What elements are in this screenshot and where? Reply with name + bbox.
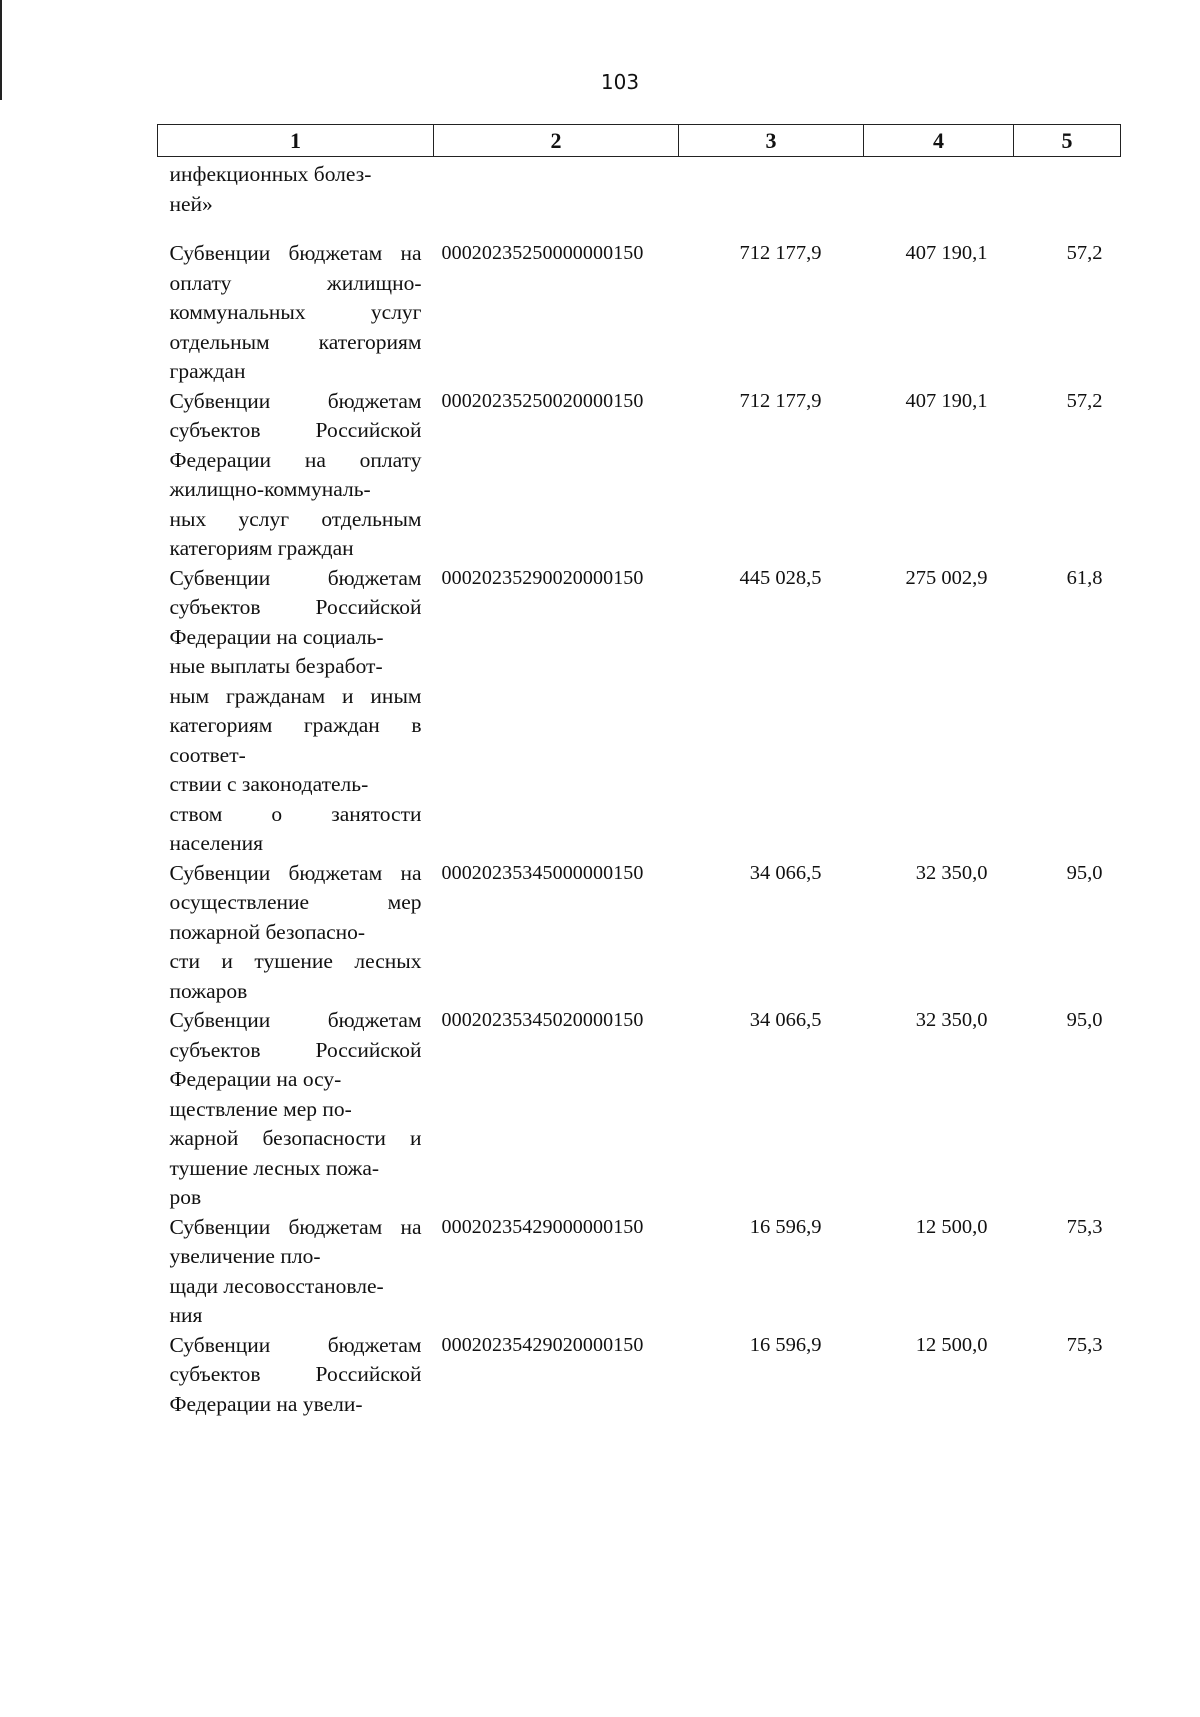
row-col3: 712 177,9 [739,242,822,264]
table-row [158,859,1121,1007]
row-code [434,157,679,240]
page-number: 103 [600,70,640,94]
row-col5: 95,0 [1066,861,1103,884]
row-code: 00020235429000000150 [441,1215,644,1238]
row-col4: 12 500,0 [915,1333,988,1356]
row-col5: 75,3 [1066,1333,1103,1356]
row-col3: 16 596,9 [749,1333,822,1356]
header-row [158,125,1121,157]
row-col5: 57,2 [1066,242,1103,264]
row-col3: 34 066,5 [749,1009,822,1031]
row-col3: 16 596,9 [749,1215,822,1238]
header-col-5: 5 [1014,125,1121,157]
row-col4: 32 350,0 [915,1009,988,1031]
table-row [158,1006,1121,1213]
table-row [158,157,1121,240]
table-body [158,157,1121,1420]
row-col4: 407 190,1 [905,242,988,264]
row-code: 00020235250020000150 [441,389,644,412]
table-row [158,239,1121,387]
row-code: 00020235290020000150 [441,566,644,589]
row-code: 00020235345000000150 [441,861,644,884]
row-col5: 57,2 [1066,389,1103,412]
row-code: 00020235250000000150 [441,242,644,264]
row-col3: 445 028,5 [739,566,822,589]
table-row [158,1331,1121,1420]
row-code: 00020235345020000150 [441,1009,644,1031]
row-col3: 34 066,5 [749,861,822,884]
row-col4 [864,157,1014,240]
row-name: Субвенции бюджетам субъектов Российской Федерации на социаль- ные выплаты безработ- ным гражданам и иным категориям граждан в соответ- ствии с законодатель- ством о занятости населения [169,565,422,855]
header-col-2: 2 [434,125,679,157]
header-col-1: 1 [158,125,434,157]
row-col5: 75,3 [1066,1215,1103,1238]
row-col4: 407 190,1 [905,389,988,412]
row-col5: 61,8 [1066,566,1103,589]
row-name: Субвенции бюджетам субъектов Российской Федерации на оплату жилищно-коммуналь- ных услуг отдельным категориям граждан [169,388,422,560]
budget-table [157,124,1121,1419]
table-row [158,1213,1121,1331]
header-col-3: 3 [679,125,864,157]
header-col-4: 4 [864,125,1014,157]
table-row [158,387,1121,564]
row-col4: 275 002,9 [905,566,988,589]
row-col3: 712 177,9 [739,389,822,412]
row-name: Субвенции бюджетам на оплату жилищно-коммунальных услуг отдельным категориям граждан [169,241,422,383]
row-col3 [679,157,864,240]
row-name: Субвенции бюджетам субъектов Российской Федерации на осу- ществление мер по- жарной безопасности и тушение лесных пожа- ров [169,1008,422,1209]
row-col5: 95,0 [1066,1009,1103,1031]
row-col5 [1014,157,1121,240]
row-code: 00020235429020000150 [441,1333,644,1356]
row-name: Субвенции бюджетам на осуществление мер пожарной безопасно- сти и тушение лесных пожаров [169,860,422,1003]
row-name: инфекционных болез- ней» [169,162,372,216]
row-col4: 32 350,0 [915,861,988,884]
row-name: Субвенции бюджетам на увеличение пло- щади лесовосстановле- ния [169,1214,422,1327]
row-col4: 12 500,0 [915,1215,988,1238]
table-header [158,125,1121,157]
row-name: Субвенции бюджетам субъектов Российской Федерации на увели- [169,1332,422,1416]
table-row [158,564,1121,859]
